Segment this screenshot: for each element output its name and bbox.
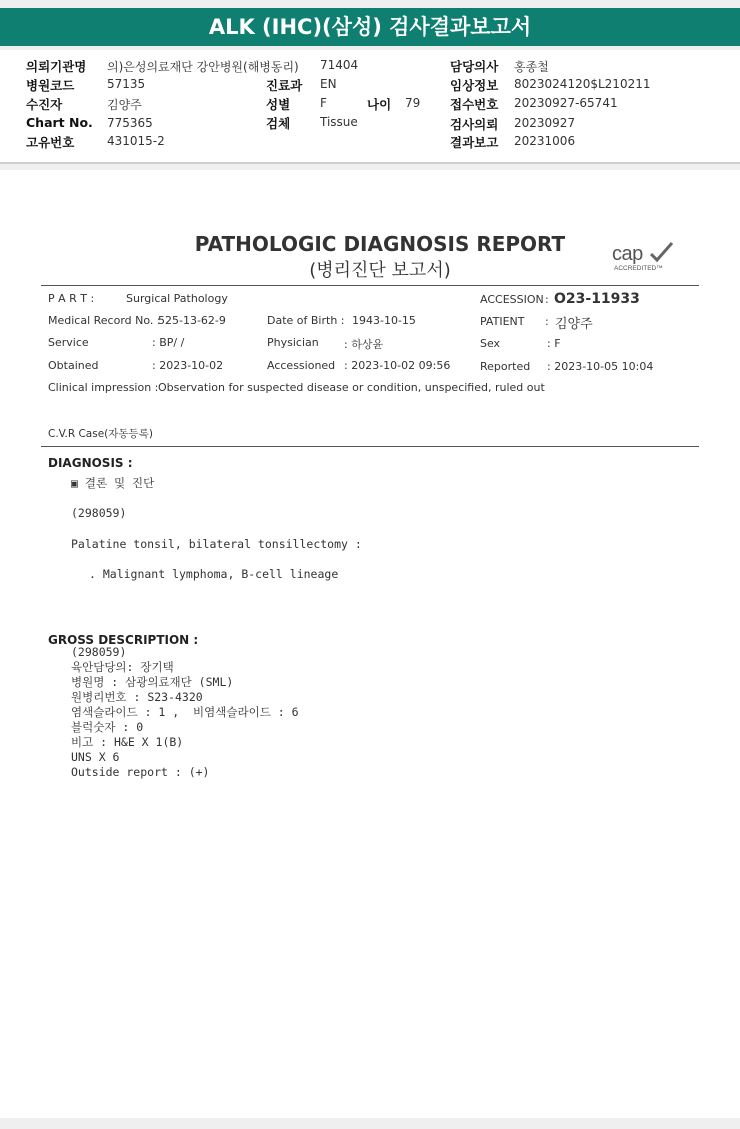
obtained-value: : 2023-10-02 — [152, 359, 224, 372]
physician-value: : 하상윤 — [344, 338, 384, 351]
gross-line: 원병리번호 : S23-4320 — [71, 690, 203, 704]
gross-line: 비고 : H&E X 1(B) — [71, 735, 184, 749]
clinical-info-value: 8023024120$L210211 — [514, 77, 651, 91]
dob-value: 1943-10-15 — [352, 314, 416, 327]
gross-line: UNS X 6 — [71, 750, 120, 764]
mrn-value: 525-13-62-9 — [158, 314, 226, 327]
pathology-report-title: PATHOLOGIC DIAGNOSIS REPORT — [194, 232, 566, 256]
clinical-info-label: 임상정보 — [450, 78, 499, 93]
request-date-label: 검사의뢰 — [450, 117, 499, 132]
reported-label: Reported — [480, 360, 531, 373]
cvr-case-label: C.V.R Case(자동등록) — [48, 428, 153, 440]
patient-name-label: PATIENT — [480, 315, 525, 328]
hospital-code-value: 57135 — [107, 77, 146, 91]
cap-accredited-logo — [612, 243, 672, 275]
institution-label: 의뢰기관명 — [26, 59, 87, 74]
obtained-label: Obtained — [48, 359, 99, 372]
report-top-rule — [41, 285, 699, 286]
clinical-impression-label: Clinical impression : — [48, 381, 159, 394]
mrn-label: Medical Record No. : — [48, 314, 161, 327]
age-label: 나이 — [367, 97, 392, 112]
accessioned-label: Accessioned — [267, 359, 336, 372]
part-label: P A R T : — [48, 292, 95, 305]
request-info-header — [0, 50, 740, 162]
dept-value: EN — [320, 77, 337, 91]
report-sex-label: Sex — [480, 337, 501, 350]
receipt-no-value: 20230927-65741 — [514, 96, 618, 110]
patient-label: 수진자 — [26, 97, 63, 112]
header-divider — [0, 162, 740, 164]
code-value: 71404 — [320, 58, 359, 72]
unique-no-value: 431015-2 — [107, 134, 165, 148]
diagnosis-subheading: ▣ 결론 및 진단 — [71, 476, 155, 490]
diagnosis-heading: DIAGNOSIS : — [48, 456, 133, 470]
service-label: Service — [48, 336, 89, 349]
specimen-label: 검체 — [266, 116, 291, 131]
result-date-value: 20231006 — [514, 134, 576, 148]
sex-value: F — [320, 96, 327, 110]
request-date-value: 20230927 — [514, 116, 576, 130]
clinical-impression-value: Observation for suspected disease or condition, unspecified, ruled out — [158, 381, 545, 394]
diagnosis-site: Palatine tonsil, bilateral tonsillectomy : — [71, 537, 362, 551]
specimen-value: Tissue — [320, 115, 358, 129]
chart-no-value: 775365 — [107, 116, 153, 130]
part-value: Surgical Pathology — [126, 292, 228, 305]
cap-accredited-text: ACCREDITED™ — [614, 265, 663, 272]
diagnosis-code: (298059) — [71, 506, 127, 520]
report-middle-rule — [41, 446, 699, 447]
unique-no-label: 고유번호 — [26, 135, 75, 150]
accession-value: O23-11933 — [554, 291, 640, 307]
institution-value: 의)은성의료재단 강안병원(해병동리) — [107, 60, 299, 74]
age-value: 79 — [405, 96, 421, 110]
gross-description-heading: GROSS DESCRIPTION : — [48, 633, 199, 647]
sex-label: 성별 — [266, 97, 291, 112]
hospital-code-label: 병원코드 — [26, 78, 75, 93]
pathology-report-subtitle: (병리진단 보고서) — [309, 260, 451, 281]
receipt-no-label: 접수번호 — [450, 97, 499, 112]
report-title-bar — [0, 8, 740, 46]
cap-logo-word: cap — [612, 243, 643, 265]
gross-line: 병원명 : 삼광의료재단 (SML) — [71, 675, 234, 689]
dob-label: Date of Birth : — [267, 314, 345, 327]
gross-description-body — [71, 645, 299, 780]
service-value: : BP/ / — [152, 336, 185, 349]
gross-line: (298059) — [71, 645, 127, 659]
diagnosis-finding: . Malignant lymphoma, B-cell lineage — [89, 567, 339, 581]
patient-value: 김양주 — [107, 98, 142, 112]
gross-line: 육안담당의: 장기택 — [71, 660, 174, 674]
checkmark-icon — [648, 241, 674, 263]
accession-label: ACCESSION — [480, 293, 544, 306]
doctor-value: 홍종철 — [514, 60, 549, 74]
patient-name-value: 김양주 — [555, 317, 593, 332]
doctor-label: 담당의사 — [450, 59, 499, 74]
gross-line: 블럭숫자 : 0 — [71, 720, 144, 734]
chart-no-label: Chart No. — [26, 115, 93, 130]
dept-label: 진료과 — [266, 78, 303, 93]
reported-value: : 2023-10-05 10:04 — [547, 360, 654, 373]
accessioned-value: : 2023-10-02 09:56 — [344, 359, 451, 372]
gross-line: 염색슬라이드 : 1 , 비염색슬라이드 : 6 — [71, 705, 299, 719]
gross-line: Outside report : (+) — [71, 765, 210, 779]
result-date-label: 결과보고 — [450, 135, 499, 150]
report-title: ALK (IHC)(삼성) 검사결과보고서 — [208, 15, 532, 39]
report-sex-value: : F — [547, 337, 561, 350]
physician-label: Physician — [267, 336, 319, 349]
